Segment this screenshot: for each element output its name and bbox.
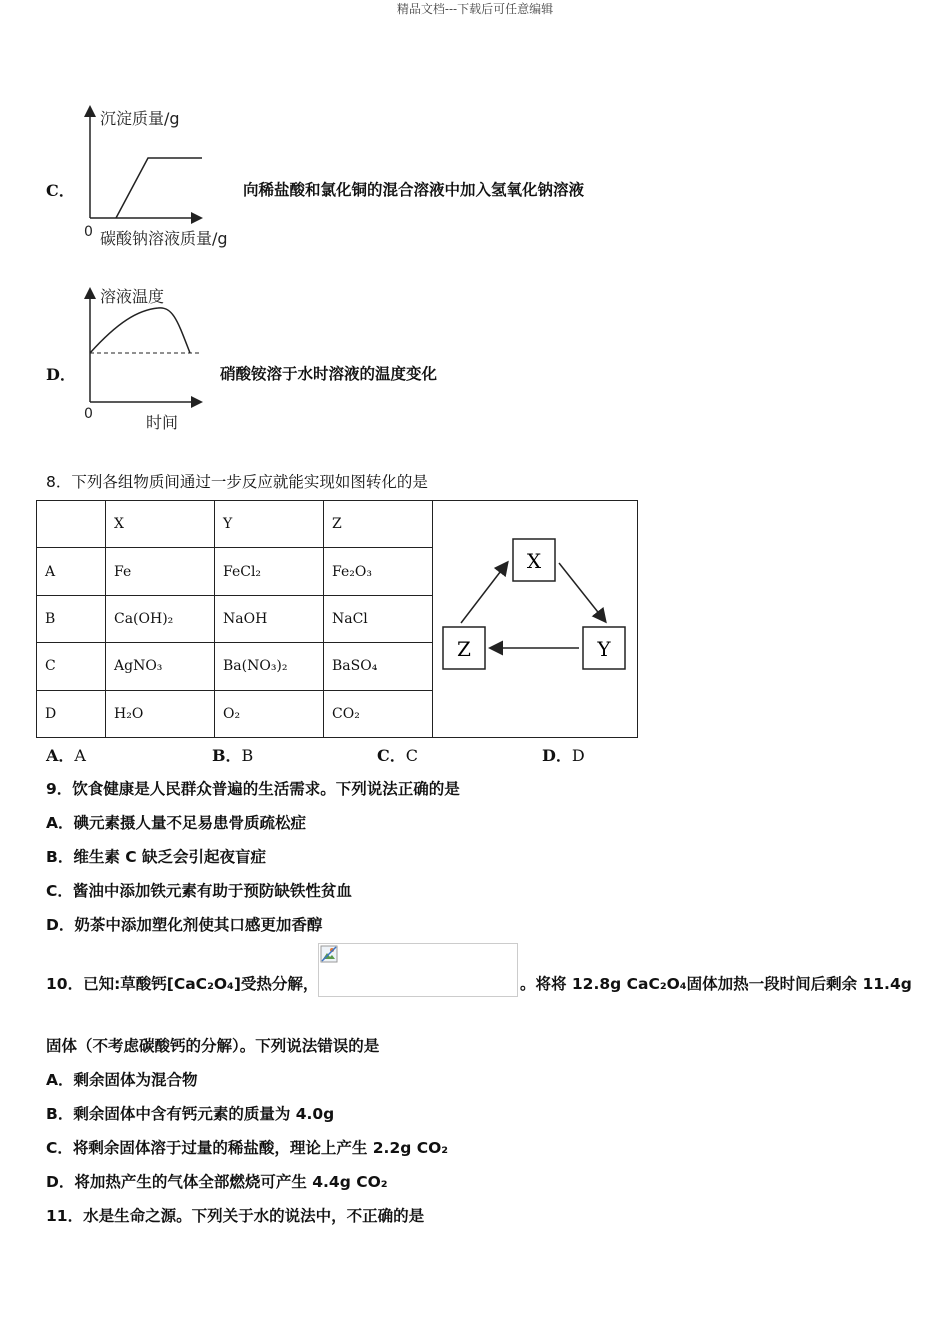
table-cell: D: [37, 690, 106, 737]
table-cell: Fe₂O₃: [324, 548, 433, 595]
box-z-label: Z: [457, 637, 471, 661]
table-cell: BaSO₄: [324, 643, 433, 690]
table-cell: H₂O: [106, 690, 215, 737]
box-x-label: X: [526, 549, 542, 573]
question-10-option-a: A．剩余固体为混合物: [46, 1071, 198, 1089]
equation-image-placeholder: [318, 943, 518, 997]
answer-option: C．C: [377, 746, 418, 765]
broken-image-icon: [320, 945, 338, 963]
option-d-x-label: 时间: [146, 413, 179, 432]
question-8-table: [36, 500, 638, 738]
question-9-option-c: C．酱油中添加铁元素有助于预防缺铁性贫血: [46, 882, 352, 900]
answer-option: D．D: [542, 746, 585, 765]
table-cell: [37, 501, 106, 548]
table-cell: A: [37, 548, 106, 595]
option-c-letter: C．: [46, 181, 75, 200]
question-10-stem-part2: 。将将 12.8g CaC₂O₄固体加热一段时间后剩余 11.4g: [520, 975, 912, 993]
table-cell: C: [37, 643, 106, 690]
question-9-stem: 9．饮食健康是人民群众普遍的生活需求。下列说法正确的是: [46, 780, 460, 798]
table-cell: AgNO₃: [106, 643, 215, 690]
table-cell: Ba(NO₃)₂: [215, 643, 324, 690]
question-10-option-b: B．剩余固体中含有钙元素的质量为 4.0g: [46, 1105, 335, 1123]
question-9-option-b: B．维生素 C 缺乏会引起夜盲症: [46, 848, 266, 866]
table-cell: CO₂: [324, 690, 433, 737]
question-10-option-c: C．将剩余固体溶于过量的稀盐酸，理论上产生 2.2g CO₂: [46, 1139, 449, 1157]
table-cell: Fe: [106, 548, 215, 595]
arrow-x-to-y: [559, 563, 605, 621]
option-d-origin: 0: [84, 406, 93, 422]
option-c-origin: 0: [84, 224, 93, 240]
option-c-x-label: 碳酸钠溶液质量/g: [100, 229, 228, 248]
table-cell: Z: [324, 501, 433, 548]
option-d-description: 硝酸铵溶于水时溶液的温度变化: [220, 365, 438, 383]
table-cell: Y: [215, 501, 324, 548]
table-cell: NaOH: [215, 595, 324, 642]
precipitate-curve: [116, 158, 202, 218]
answer-option: B．B: [212, 746, 254, 765]
question-11-stem: 11．水是生命之源。下列关于水的说法中，不正确的是: [46, 1207, 425, 1225]
question-9-option-a: A．碘元素摄人量不足易患骨质疏松症: [46, 814, 306, 832]
question-9-option-d: D．奶茶中添加塑化剂使其口感更加香醇: [46, 916, 323, 934]
conversion-diagram: [433, 501, 637, 737]
answer-option: A．A: [46, 746, 86, 765]
table-cell: FeCl₂: [215, 548, 324, 595]
question-10-stem-part3: 固体（不考虑碳酸钙的分解）。下列说法错误的是: [46, 1037, 380, 1055]
box-y-label: Y: [597, 637, 611, 661]
question-10-option-d: D．将加热产生的气体全部燃烧可产生 4.4g CO₂: [46, 1173, 388, 1191]
table-cell: B: [37, 595, 106, 642]
table-cell: Ca(OH)₂: [106, 595, 215, 642]
table-cell: X: [106, 501, 215, 548]
page-header: 精品文档---下载后可任意编辑: [396, 2, 554, 16]
option-c-y-label: 沉淀质量/g: [100, 109, 180, 128]
option-c-description: 向稀盐酸和氯化铜的混合溶液中加入氢氧化钠溶液: [243, 181, 585, 199]
table-header-row: [37, 501, 638, 548]
table-cell: NaCl: [324, 595, 433, 642]
temperature-curve: [90, 308, 190, 353]
arrow-z-to-x: [461, 563, 507, 623]
question-10-stem-part1: 10．已知:草酸钙[CaC₂O₄]受热分解，: [46, 975, 319, 993]
diagram-cell: [433, 501, 638, 738]
option-d-letter: D．: [46, 365, 76, 384]
table-cell: O₂: [215, 690, 324, 737]
option-d-y-label: 溶液温度: [100, 287, 165, 306]
question-8-stem: 8．下列各组物质间通过一步反应就能实现如图转化的是: [46, 473, 428, 491]
